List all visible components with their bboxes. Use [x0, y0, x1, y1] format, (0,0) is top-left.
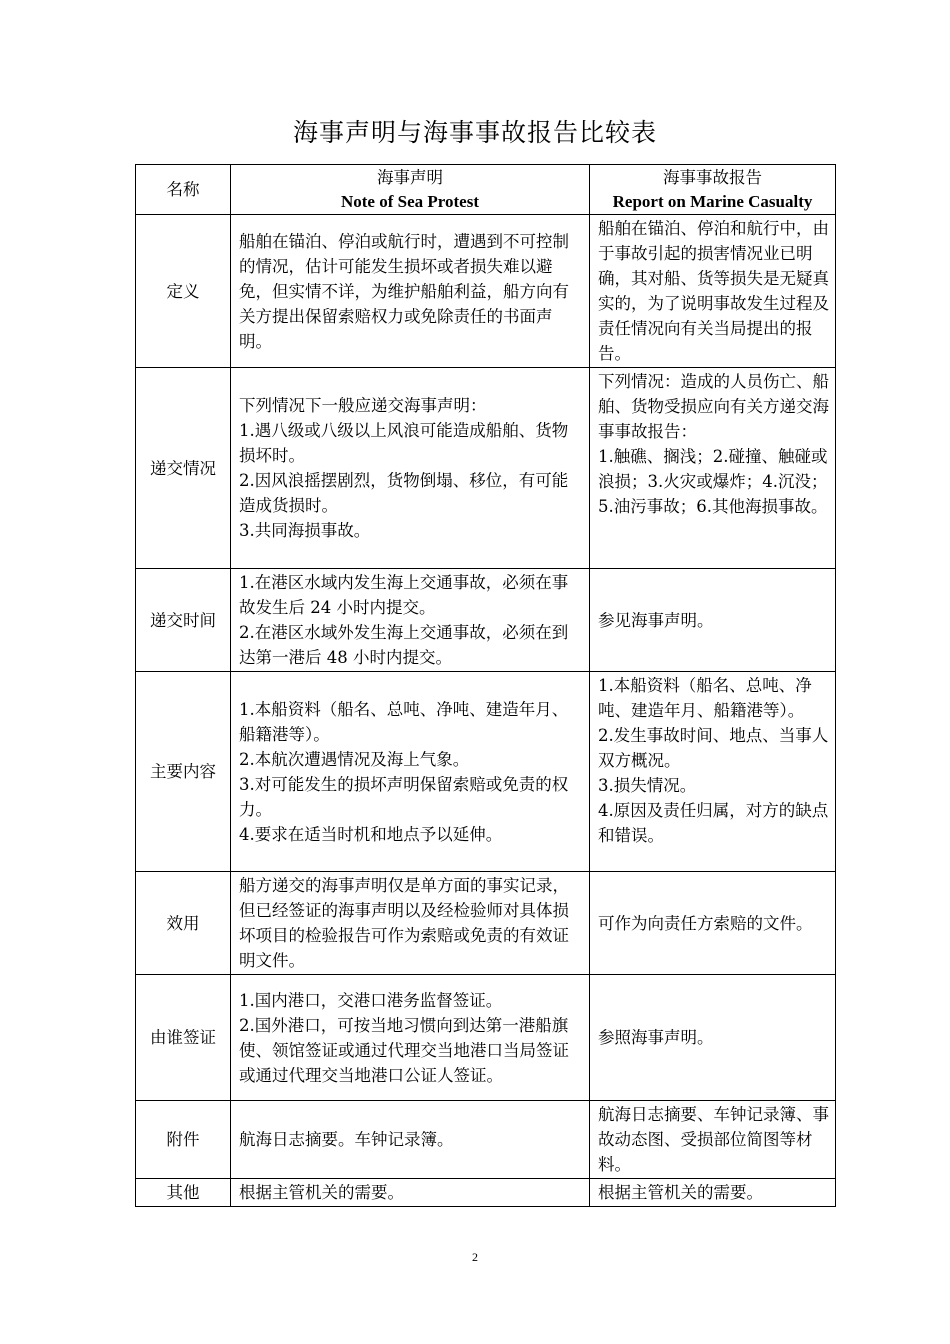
- header-protest: [231, 165, 590, 215]
- protest-cell: [231, 1101, 590, 1179]
- cell-text: 3.损失情况。: [598, 776, 697, 795]
- cell-text: 1.国内港口，交港口港务监督签证。: [239, 990, 503, 1010]
- protest-cell: [231, 1179, 590, 1207]
- cell-text: 参见海事声明。: [598, 610, 714, 630]
- report-cell: [590, 368, 836, 569]
- report-cell: [590, 975, 836, 1101]
- cell-text: 3.共同海损事故。: [239, 521, 371, 540]
- row-name: 递交情况: [136, 368, 231, 569]
- document-title: 海事声明与海事事故报告比较表: [292, 118, 657, 147]
- cell-text: 4.原因及责任归属，对方的缺点和错误。: [598, 801, 829, 845]
- cell-text: 2.发生事故时间、地点、当事人双方概况。: [598, 726, 829, 770]
- cell-text: 航海日志摘要、车钟记录簿、事故动态图、受损部位简图等材料。: [598, 1105, 829, 1174]
- cell-text: 3.对可能发生的损坏声明保留索赔或免责的权力。: [239, 774, 569, 819]
- protest-cell: [231, 672, 590, 872]
- cell-text: 根据主管机关的需要。: [239, 1183, 404, 1202]
- cell-text: 2.在港区水域外发生海上交通事故，必须在到达第一港后 48 小时内提交。: [239, 623, 569, 667]
- report-cell: [590, 215, 836, 368]
- report-cell: [590, 569, 836, 672]
- table-row: [136, 215, 836, 368]
- header-protest-cn: 海事声明: [377, 167, 443, 187]
- protest-cell: [231, 368, 590, 569]
- row-name: 主要内容: [136, 672, 231, 872]
- cell-text: 2.本航次遭遇情况及海上气象。: [239, 749, 470, 769]
- cell-text: 根据主管机关的需要。: [598, 1183, 763, 1202]
- header-report-cn: 海事事故报告: [663, 167, 762, 187]
- row-name: 附件: [136, 1101, 231, 1179]
- cell-text: 2.因风浪摇摆剧烈，货物倒塌、移位，有可能造成货损时。: [239, 471, 569, 515]
- cell-text: 船舶在锚泊、停泊和航行中，由于事故引起的损害情况业已明确，其对船、货等损失是无疑真实的，为了说明事故发生过程及责任情况向有关当局提出的报告。: [598, 219, 829, 363]
- cell-text: 下列情况下一般应递交海事声明：: [239, 396, 487, 415]
- table-row: [136, 975, 836, 1101]
- table-row: [136, 569, 836, 672]
- cell-text: 可作为向责任方索赔的文件。: [598, 913, 813, 933]
- header-protest-en: Note of Sea Protest: [340, 191, 479, 211]
- cell-text: 下列情况：造成的人员伤亡、船舶、货物受损应向有关方递交海事事故报告：: [598, 372, 829, 441]
- table-row: [136, 368, 836, 569]
- row-name: 递交时间: [136, 569, 231, 672]
- row-name: 由谁签证: [136, 975, 231, 1101]
- table-row: [136, 1101, 836, 1179]
- protest-cell: [231, 975, 590, 1101]
- report-cell: [590, 872, 836, 975]
- table-row: [136, 1179, 836, 1207]
- protest-cell: [231, 569, 590, 672]
- protest-cell: [231, 215, 590, 368]
- row-name: 效用: [136, 872, 231, 975]
- header-report-en: Report on Marine Casualty: [612, 191, 813, 211]
- cell-text: 航海日志摘要。车钟记录簿。: [239, 1130, 454, 1149]
- comparison-table: [135, 164, 836, 1207]
- header-report: [590, 165, 836, 215]
- report-cell: [590, 1101, 836, 1179]
- header-name: 名称: [136, 165, 231, 215]
- cell-text: 船舶在锚泊、停泊或航行时，遭遇到不可控制的情况，估计可能发生损坏或者损失难以避免，但实情不详，为维护船舶利益，船方向有关方提出保留索赔权力或免除责任的书面声明。: [239, 231, 569, 351]
- cell-text: 1.遇八级或八级以上风浪可能造成船舶、货物损坏时。: [239, 421, 569, 465]
- table-row: [136, 672, 836, 872]
- table-row: [136, 872, 836, 975]
- cell-text: 1.触礁、搁浅；2.碰撞、触碰或浪损；3.火灾或爆炸；4.沉没；5.油污事故；6.其他海损事故。: [598, 447, 828, 516]
- table-header-row: [136, 165, 836, 215]
- cell-text: 2.国外港口，可按当地习惯向到达第一港船旗使、领馆签证或通过代理交当地港口当局签证或通过代理交当地港口公证人签证。: [239, 1015, 569, 1085]
- cell-text: 1.在港区水域内发生海上交通事故，必须在事故发生后 24 小时内提交。: [239, 573, 569, 617]
- cell-text: 1.本船资料（船名、总吨、净吨、建造年月、船籍港等）。: [598, 676, 812, 720]
- report-cell: [590, 672, 836, 872]
- report-cell: [590, 1179, 836, 1207]
- cell-text: 船方递交的海事声明仅是单方面的事实记录，但已经签证的海事声明以及经检验师对具体损坏项目的检验报告可作为索赔或免责的有效证明文件。: [239, 876, 569, 970]
- row-name: 定义: [136, 215, 231, 368]
- cell-text: 4.要求在适当时机和地点予以延伸。: [239, 824, 503, 844]
- cell-text: 参照海事声明。: [598, 1028, 714, 1047]
- cell-text: 1.本船资料（船名、总吨、净吨、建造年月、船籍港等）。: [239, 699, 569, 744]
- page-number: 2: [472, 1250, 478, 1264]
- row-name: 其他: [136, 1179, 231, 1207]
- protest-cell: [231, 872, 590, 975]
